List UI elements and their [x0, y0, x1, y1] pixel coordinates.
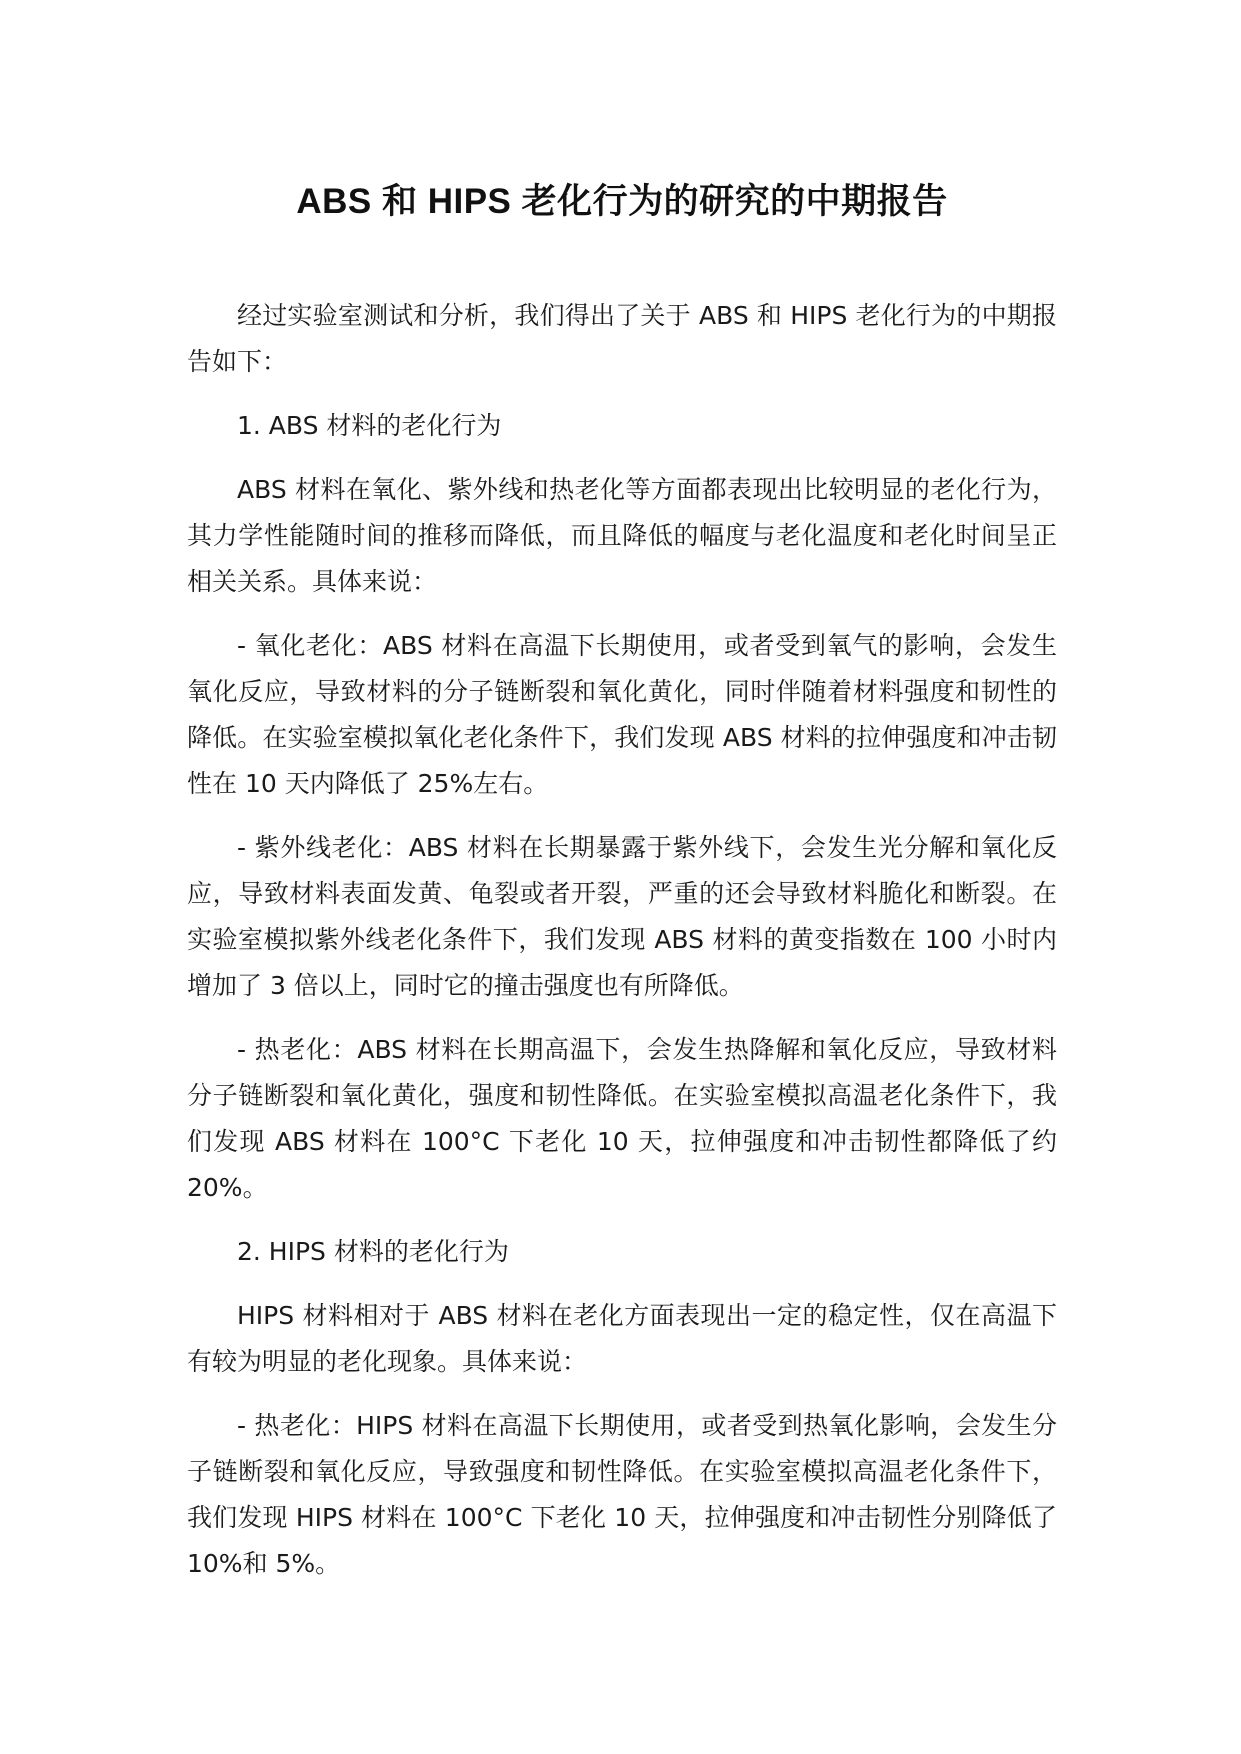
document-body — [187, 293, 1057, 1587]
hips-thermal-paragraph: - 热老化：HIPS 材料在高温下长期使用，或者受到热氧化影响，会发生分子链断裂和氧化反应，导致强度和韧性降低。在实验室模拟高温老化条件下，我们发现 HIPS 材料在 100°C 下老化 10 天，拉伸强度和冲击韧性分别降低了 10%和 5%。 — [187, 1411, 1057, 1578]
document-title: ABS 和 HIPS 老化行为的研究的中期报告 — [296, 182, 948, 221]
hips-overview-paragraph: HIPS 材料相对于 ABS 材料在老化方面表现出一定的稳定性，仅在高温下有较为明显的老化现象。具体来说： — [187, 1301, 1057, 1376]
abs-oxidation-paragraph: - 氧化老化：ABS 材料在高温下长期使用，或者受到氧气的影响，会发生氧化反应，导致材料的分子链断裂和氧化黄化，同时伴随着材料强度和韧性的降低。在实验室模拟氧化老化条件下，我们发现 ABS 材料的拉伸强度和冲击韧性在 10 天内降低了 25%左右。 — [187, 631, 1057, 798]
section-heading-abs: 1. ABS 材料的老化行为 — [237, 411, 502, 440]
document-page — [187, 178, 1057, 1605]
abs-overview-paragraph: ABS 材料在氧化、紫外线和热老化等方面都表现出比较明显的老化行为，其力学性能随时间的推移而降低，而且降低的幅度与老化温度和老化时间呈正相关关系。具体来说： — [187, 475, 1057, 596]
abs-uv-paragraph: - 紫外线老化：ABS 材料在长期暴露于紫外线下，会发生光分解和氧化反应，导致材料表面发黄、龟裂或者开裂，严重的还会导致材料脆化和断裂。在实验室模拟紫外线老化条件下，我们发现 ABS 材料的黄变指数在 100 小时内增加了 3 倍以上，同时它的撞击强度也有所降低。 — [187, 833, 1057, 1000]
intro-paragraph: 经过实验室测试和分析，我们得出了关于 ABS 和 HIPS 老化行为的中期报告如下： — [187, 301, 1057, 376]
abs-thermal-paragraph: - 热老化：ABS 材料在长期高温下，会发生热降解和氧化反应，导致材料分子链断裂和氧化黄化，强度和韧性降低。在实验室模拟高温老化条件下，我们发现 ABS 材料在 100°C 下老化 10 天，拉伸强度和冲击韧性都降低了约 20%。 — [187, 1035, 1057, 1202]
section-heading-hips: 2. HIPS 材料的老化行为 — [237, 1237, 509, 1266]
